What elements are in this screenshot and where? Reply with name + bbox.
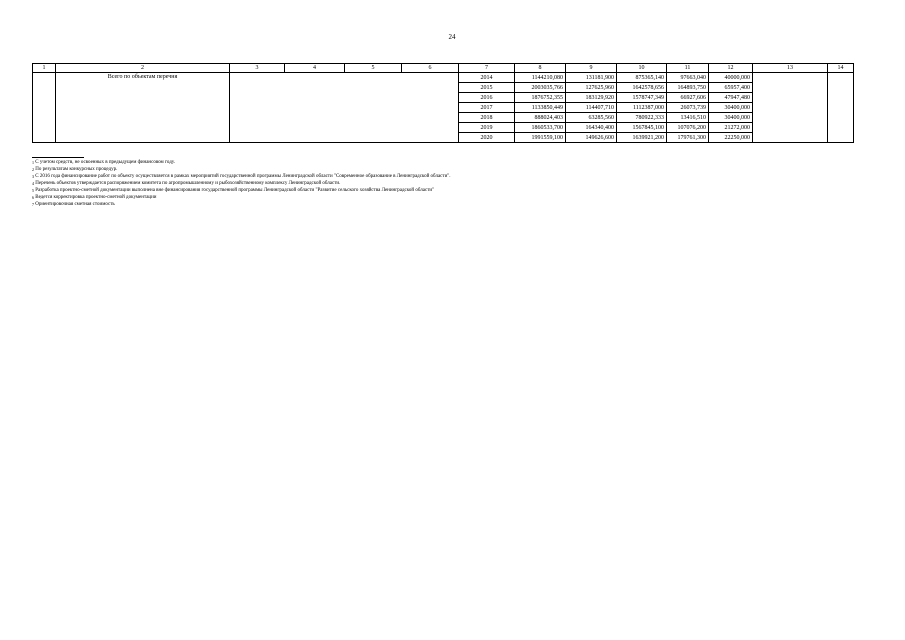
value-cell: 1578747,349 (617, 93, 667, 103)
empty-cell (828, 73, 854, 143)
value-cell: 13416,510 (667, 113, 709, 123)
value-cell: 127625,960 (566, 83, 617, 93)
value-cell: 1567845,100 (617, 123, 667, 133)
value-cell: 66927,606 (667, 93, 709, 103)
footnote: $^7$ Ориентировочная сметная стоимость (32, 202, 115, 207)
header-cell: 5 (345, 64, 402, 73)
header-cell: 12 (709, 64, 753, 73)
header-cell: 3 (230, 64, 285, 73)
footnote: $^1$ С учетом средств, не освоенных в предыдущем финансовом году. (32, 160, 176, 165)
header-cell: 14 (828, 64, 854, 73)
header-cell: 10 (617, 64, 667, 73)
value-cell: 22250,000 (709, 133, 753, 143)
value-cell: 26073,739 (667, 103, 709, 113)
value-cell: 164340,400 (566, 123, 617, 133)
header-cell: 2 (56, 64, 230, 73)
header-cell: 1 (33, 64, 56, 73)
value-cell: 21272,000 (709, 123, 753, 133)
footnotes (32, 159, 451, 208)
year-cell: 2016 (459, 93, 515, 103)
footnote-rule (32, 157, 84, 158)
header-cell: 7 (459, 64, 515, 73)
header-cell: 13 (753, 64, 828, 73)
footnote: $^3$ С 2016 года финансирование работ по объекту осуществляется в рамках мероприятий государственной программы Ленинградской области "Современное образование в Ленинградской области". (32, 174, 451, 179)
empty-cell (753, 73, 828, 143)
year-cell: 2019 (459, 123, 515, 133)
empty-cell (230, 73, 459, 143)
row-label-cell: Всего по объектам перечня (56, 73, 230, 143)
year-cell: 2020 (459, 133, 515, 143)
year-cell: 2014 (459, 73, 515, 83)
value-cell: 65957,400 (709, 83, 753, 93)
value-cell: 888024,403 (515, 113, 566, 123)
value-cell: 47947,480 (709, 93, 753, 103)
value-cell: 875365,140 (617, 73, 667, 83)
page-number: 24 (448, 33, 456, 41)
header-cell: 11 (667, 64, 709, 73)
header-cell: 8 (515, 64, 566, 73)
value-cell: 164893,750 (667, 83, 709, 93)
value-cell: 131181,900 (566, 73, 617, 83)
footnote: $^4$ Перечень объектов утверждается распоряжением комитета по агропромышленному и рыбохозяйственному комплексу Ленинградской области. (32, 181, 341, 186)
value-cell: 183129,920 (566, 93, 617, 103)
value-cell: 1112387,000 (617, 103, 667, 113)
header-cell: 4 (285, 64, 345, 73)
table-header-row (33, 64, 854, 73)
value-cell: 97663,040 (667, 73, 709, 83)
value-cell: 114407,710 (566, 103, 617, 113)
value-cell: 179761,300 (667, 133, 709, 143)
table-row (33, 73, 854, 83)
value-cell: 1860533,700 (515, 123, 566, 133)
value-cell: 2003035,766 (515, 83, 566, 93)
value-cell: 40000,000 (709, 73, 753, 83)
footnote: $^6$ Ведется корректировка проектно-сметной документации (32, 195, 157, 200)
value-cell: 1642578,656 (617, 83, 667, 93)
row-number-cell (33, 73, 56, 143)
value-cell: 30400,000 (709, 103, 753, 113)
value-cell: 1876752,355 (515, 93, 566, 103)
value-cell: 30400,000 (709, 113, 753, 123)
value-cell: 107076,200 (667, 123, 709, 133)
header-cell: 6 (402, 64, 459, 73)
value-cell: 1144210,080 (515, 73, 566, 83)
value-cell: 780922,333 (617, 113, 667, 123)
header-cell: 9 (566, 64, 617, 73)
value-cell: 63285,560 (566, 113, 617, 123)
year-cell: 2018 (459, 113, 515, 123)
year-cell: 2017 (459, 103, 515, 113)
footnote: $^5$ Разработка проектно-сметной документации выполнена вне финансирования государственной программы Ленинградской области "Развитие сельского хозяйства Ленинградской области" (32, 188, 435, 193)
value-cell: 1133850,449 (515, 103, 566, 113)
year-cell: 2015 (459, 83, 515, 93)
value-cell: 1991559,100 (515, 133, 566, 143)
financing-table (32, 63, 854, 143)
value-cell: 149626,600 (566, 133, 617, 143)
footnote: $^2$ По результатам конкурсных процедур. (32, 167, 118, 172)
value-cell: 1639921,200 (617, 133, 667, 143)
